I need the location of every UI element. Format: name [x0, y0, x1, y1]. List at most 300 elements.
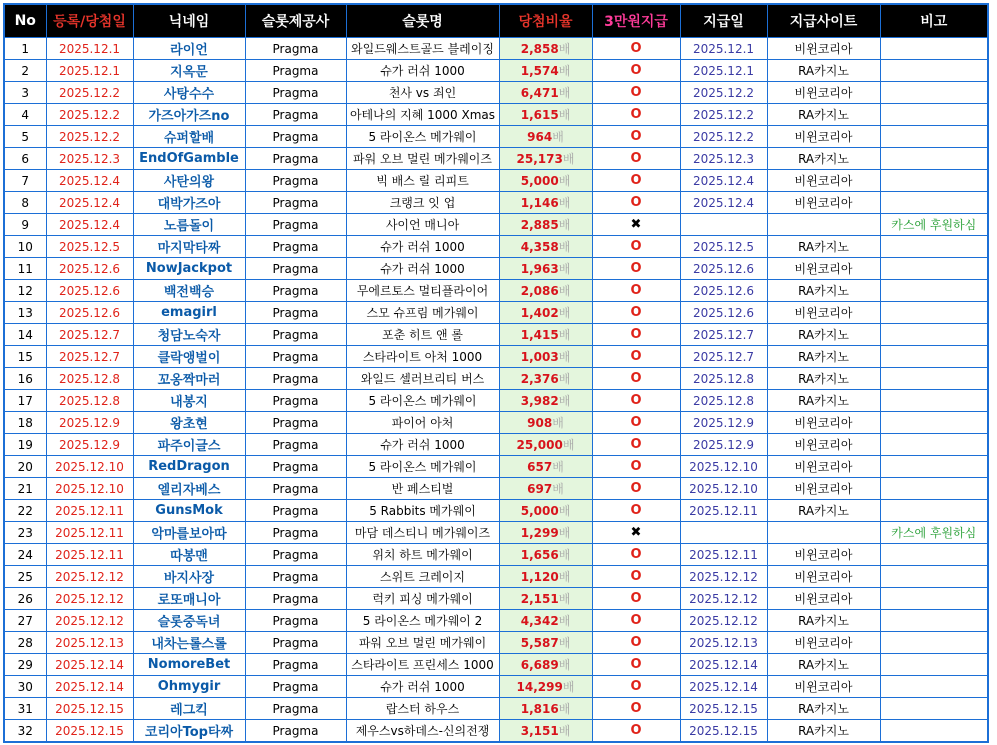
paid-date-cell: 2025.12.11 — [680, 500, 767, 522]
win-ratio-unit: 배 — [558, 196, 571, 210]
header-date: 등록/당첨일 — [46, 4, 133, 38]
slot-name-cell: 무에르토스 멀티플라이어 — [346, 280, 499, 302]
paid-date-cell: 2025.12.7 — [680, 346, 767, 368]
table-row — [4, 610, 988, 632]
note-cell — [880, 412, 988, 434]
provider-cell: Pragma — [245, 412, 346, 434]
win-ratio-cell — [499, 148, 592, 170]
table-row — [4, 126, 988, 148]
win-date-cell: 2025.12.4 — [46, 192, 133, 214]
paid-status-cell — [592, 654, 680, 676]
provider-cell: Pragma — [245, 522, 346, 544]
win-ratio-unit: 배 — [558, 284, 571, 298]
row-number-cell: 8 — [4, 192, 46, 214]
provider-cell: Pragma — [245, 434, 346, 456]
nickname-cell: 엘리자베스 — [133, 478, 245, 500]
nickname-cell: 따봉맨 — [133, 544, 245, 566]
paid-date-cell: 2025.12.14 — [680, 676, 767, 698]
win-ratio-cell — [499, 324, 592, 346]
table-row — [4, 500, 988, 522]
provider-cell: Pragma — [245, 280, 346, 302]
note-cell — [880, 566, 988, 588]
table-row — [4, 346, 988, 368]
win-ratio-unit: 배 — [558, 64, 571, 78]
header-note: 비고 — [880, 4, 988, 38]
win-ratio-value: 5,000 — [520, 504, 559, 518]
win-ratio-value: 2,885 — [520, 218, 559, 232]
row-number-cell: 29 — [4, 654, 46, 676]
paid-site-cell: 비윈코리아 — [767, 38, 880, 60]
row-number-cell: 3 — [4, 82, 46, 104]
paid-date-cell — [680, 522, 767, 544]
win-ratio-value: 1,402 — [520, 306, 559, 320]
note-cell — [880, 390, 988, 412]
paid-status-cell — [592, 478, 680, 500]
note-cell — [880, 654, 988, 676]
table-row — [4, 170, 988, 192]
win-ratio-cell — [499, 720, 592, 743]
paid-site-cell: 비윈코리아 — [767, 192, 880, 214]
win-ratio-value: 25,000 — [516, 438, 563, 452]
win-ratio-unit: 배 — [562, 438, 575, 452]
paid-status-cell — [592, 236, 680, 258]
header-paid-label: 3만원지급 — [604, 14, 668, 30]
win-ratio-cell — [499, 588, 592, 610]
paid-date-cell: 2025.12.2 — [680, 126, 767, 148]
paid-date-cell: 2025.12.7 — [680, 324, 767, 346]
header-slot-name: 슬롯명 — [346, 4, 499, 38]
win-ratio-cell — [499, 60, 592, 82]
slot-name-cell: 슈가 러쉬 1000 — [346, 60, 499, 82]
nickname-cell: EndOfGamble — [133, 148, 245, 170]
note-cell: 카스에 후원하심 — [880, 214, 988, 236]
nickname-cell: Ohmygir — [133, 676, 245, 698]
row-number-cell: 15 — [4, 346, 46, 368]
nickname-cell: GunsMok — [133, 500, 245, 522]
note-cell — [880, 346, 988, 368]
paid-date-cell: 2025.12.13 — [680, 632, 767, 654]
row-number-cell: 7 — [4, 170, 46, 192]
paid-status-cell — [592, 676, 680, 698]
provider-cell: Pragma — [245, 654, 346, 676]
paid-site-cell: RA카지노 — [767, 236, 880, 258]
paid-date-cell: 2025.12.12 — [680, 610, 767, 632]
paid-circle-icon: O — [630, 107, 642, 122]
paid-site-cell: 비윈코리아 — [767, 456, 880, 478]
note-cell — [880, 104, 988, 126]
paid-date-cell: 2025.12.5 — [680, 236, 767, 258]
slot-name-cell: 빅 배스 릴 리피트 — [346, 170, 499, 192]
win-ratio-cell — [499, 610, 592, 632]
win-ratio-unit: 배 — [552, 460, 564, 474]
win-ratio-value: 1,816 — [520, 702, 559, 716]
nickname-cell: 슬롯중독녀 — [133, 610, 245, 632]
paid-status-cell — [592, 588, 680, 610]
win-ratio-unit: 배 — [558, 636, 571, 650]
paid-date-cell: 2025.12.12 — [680, 566, 767, 588]
paid-date-cell: 2025.12.3 — [680, 148, 767, 170]
row-number-cell: 10 — [4, 236, 46, 258]
win-ratio-value: 908 — [527, 416, 553, 430]
table-row — [4, 566, 988, 588]
win-date-cell: 2025.12.4 — [46, 214, 133, 236]
paid-status-cell — [592, 566, 680, 588]
win-ratio-unit: 배 — [558, 372, 571, 386]
header-paid — [592, 4, 680, 38]
win-ratio-cell — [499, 544, 592, 566]
paid-circle-icon: O — [630, 349, 642, 364]
win-date-cell: 2025.12.15 — [46, 698, 133, 720]
paid-circle-icon: O — [630, 657, 642, 672]
row-number-cell: 23 — [4, 522, 46, 544]
win-ratio-value: 1,120 — [520, 570, 559, 584]
paid-site-cell: 비윈코리아 — [767, 566, 880, 588]
win-date-cell: 2025.12.4 — [46, 170, 133, 192]
paid-site-cell: 비윈코리아 — [767, 170, 880, 192]
win-ratio-value: 1,615 — [520, 108, 559, 122]
row-number-cell: 4 — [4, 104, 46, 126]
paid-site-cell: 비윈코리아 — [767, 632, 880, 654]
win-ratio-value: 697 — [527, 482, 553, 496]
paid-circle-icon: O — [630, 41, 642, 56]
paid-site-cell: RA카지노 — [767, 390, 880, 412]
table-row — [4, 654, 988, 676]
note-cell — [880, 324, 988, 346]
table-row — [4, 280, 988, 302]
win-ratio-cell — [499, 192, 592, 214]
win-date-cell: 2025.12.2 — [46, 126, 133, 148]
win-ratio-unit: 배 — [558, 306, 571, 320]
slot-name-cell: 천사 vs 죄인 — [346, 82, 499, 104]
row-number-cell: 31 — [4, 698, 46, 720]
row-number-cell: 2 — [4, 60, 46, 82]
note-cell — [880, 170, 988, 192]
provider-cell: Pragma — [245, 500, 346, 522]
table-row — [4, 38, 988, 60]
win-ratio-value: 4,342 — [520, 614, 559, 628]
note-cell — [880, 676, 988, 698]
win-date-cell: 2025.12.1 — [46, 38, 133, 60]
win-ratio-cell — [499, 302, 592, 324]
note-cell — [880, 698, 988, 720]
win-ratio-unit: 배 — [558, 702, 571, 716]
win-ratio-cell — [499, 698, 592, 720]
win-ratio-unit: 배 — [558, 262, 571, 276]
paid-date-cell: 2025.12.1 — [680, 60, 767, 82]
win-ratio-cell — [499, 632, 592, 654]
note-cell — [880, 192, 988, 214]
header-row — [4, 4, 988, 38]
win-ratio-value: 964 — [527, 130, 553, 144]
provider-cell: Pragma — [245, 588, 346, 610]
win-ratio-unit: 배 — [552, 482, 564, 496]
win-ratio-unit: 배 — [558, 504, 571, 518]
header-paid-date: 지급일 — [680, 4, 767, 38]
paid-status-cell — [592, 82, 680, 104]
nickname-cell: 슈퍼할배 — [133, 126, 245, 148]
slot-name-cell: 파워 오브 멀린 메가웨이 — [346, 632, 499, 654]
nickname-cell: 코리아Top타짜 — [133, 720, 245, 743]
win-ratio-cell — [499, 500, 592, 522]
note-cell: 카스에 후원하심 — [880, 522, 988, 544]
paid-site-cell: RA카지노 — [767, 60, 880, 82]
win-ratio-unit: 배 — [558, 614, 571, 628]
paid-site-cell: 비윈코리아 — [767, 412, 880, 434]
paid-status-cell — [592, 456, 680, 478]
note-cell — [880, 82, 988, 104]
slot-name-cell: 스위트 크레이지 — [346, 566, 499, 588]
paid-status-cell — [592, 302, 680, 324]
note-cell — [880, 126, 988, 148]
paid-circle-icon: O — [630, 261, 642, 276]
paid-circle-icon: O — [630, 415, 642, 430]
win-ratio-cell — [499, 434, 592, 456]
win-date-cell: 2025.12.8 — [46, 390, 133, 412]
win-date-cell: 2025.12.10 — [46, 478, 133, 500]
paid-site-cell: 비윈코리아 — [767, 434, 880, 456]
paid-date-cell: 2025.12.10 — [680, 456, 767, 478]
win-ratio-cell — [499, 412, 592, 434]
table-row — [4, 148, 988, 170]
row-number-cell: 21 — [4, 478, 46, 500]
slot-name-cell: 슈가 러쉬 1000 — [346, 676, 499, 698]
table-row — [4, 632, 988, 654]
table-body — [4, 38, 988, 743]
paid-status-cell — [592, 500, 680, 522]
provider-cell: Pragma — [245, 698, 346, 720]
win-ratio-value: 2,086 — [520, 284, 559, 298]
provider-cell: Pragma — [245, 720, 346, 743]
note-cell — [880, 478, 988, 500]
paid-date-cell: 2025.12.11 — [680, 544, 767, 566]
row-number-cell: 6 — [4, 148, 46, 170]
win-ratio-value: 2,151 — [520, 592, 559, 606]
win-ratio-value: 6,471 — [520, 86, 559, 100]
win-date-cell: 2025.12.12 — [46, 566, 133, 588]
win-ratio-value: 5,587 — [520, 636, 559, 650]
paid-date-cell: 2025.12.4 — [680, 170, 767, 192]
table-row — [4, 60, 988, 82]
paid-date-cell: 2025.12.14 — [680, 654, 767, 676]
provider-cell: Pragma — [245, 38, 346, 60]
win-ratio-value: 2,858 — [520, 42, 559, 56]
win-ratio-cell — [499, 126, 592, 148]
win-ratio-value: 1,299 — [520, 526, 559, 540]
provider-cell: Pragma — [245, 632, 346, 654]
nickname-cell: 사탕수수 — [133, 82, 245, 104]
note-cell — [880, 236, 988, 258]
win-ratio-value: 3,982 — [520, 394, 559, 408]
paid-site-cell: 비윈코리아 — [767, 126, 880, 148]
header-no: No — [4, 4, 46, 38]
paid-status-cell — [592, 720, 680, 743]
paid-site-cell: RA카지노 — [767, 500, 880, 522]
table-row — [4, 368, 988, 390]
provider-cell: Pragma — [245, 390, 346, 412]
paid-date-cell: 2025.12.6 — [680, 258, 767, 280]
win-date-cell: 2025.12.8 — [46, 368, 133, 390]
slot-name-cell: 와일드 셀러브리티 버스 — [346, 368, 499, 390]
table-row — [4, 258, 988, 280]
win-ratio-cell — [499, 456, 592, 478]
table-row — [4, 324, 988, 346]
paid-status-cell — [592, 632, 680, 654]
paid-circle-icon: O — [630, 239, 642, 254]
table-row — [4, 192, 988, 214]
paid-site-cell: 비윈코리아 — [767, 544, 880, 566]
nickname-cell: 로또매니아 — [133, 588, 245, 610]
paid-status-cell — [592, 214, 680, 236]
table-row — [4, 302, 988, 324]
paid-circle-icon: O — [630, 635, 642, 650]
provider-cell: Pragma — [245, 456, 346, 478]
slot-name-cell: 포춘 히트 앤 롤 — [346, 324, 499, 346]
paid-date-cell: 2025.12.2 — [680, 82, 767, 104]
row-number-cell: 11 — [4, 258, 46, 280]
paid-circle-icon: O — [630, 569, 642, 584]
paid-status-cell — [592, 368, 680, 390]
win-date-cell: 2025.12.11 — [46, 500, 133, 522]
paid-date-cell: 2025.12.6 — [680, 280, 767, 302]
jackpot-winners-table — [3, 3, 989, 743]
paid-status-cell — [592, 324, 680, 346]
paid-circle-icon: O — [630, 393, 642, 408]
win-ratio-cell — [499, 654, 592, 676]
paid-date-cell: 2025.12.15 — [680, 720, 767, 743]
provider-cell: Pragma — [245, 170, 346, 192]
paid-status-cell — [592, 60, 680, 82]
nickname-cell: 파주이글스 — [133, 434, 245, 456]
table-row — [4, 522, 988, 544]
win-ratio-cell — [499, 236, 592, 258]
note-cell — [880, 302, 988, 324]
win-date-cell: 2025.12.2 — [46, 82, 133, 104]
win-ratio-unit: 배 — [558, 86, 571, 100]
header-ratio: 당첨비율 — [499, 4, 592, 38]
nickname-cell: NomoreBet — [133, 654, 245, 676]
win-ratio-cell — [499, 82, 592, 104]
provider-cell: Pragma — [245, 60, 346, 82]
paid-circle-icon: O — [630, 173, 642, 188]
slot-name-cell: 와일드웨스트골드 블레이징 — [346, 38, 499, 60]
win-date-cell: 2025.12.6 — [46, 280, 133, 302]
win-ratio-cell — [499, 104, 592, 126]
win-ratio-unit: 배 — [558, 328, 571, 342]
win-ratio-cell — [499, 390, 592, 412]
slot-name-cell: 반 페스티벌 — [346, 478, 499, 500]
not-paid-x-icon: ✖ — [630, 525, 642, 540]
win-date-cell: 2025.12.12 — [46, 610, 133, 632]
win-date-cell: 2025.12.12 — [46, 588, 133, 610]
win-ratio-unit: 배 — [558, 42, 571, 56]
paid-date-cell: 2025.12.9 — [680, 434, 767, 456]
paid-site-cell: 비윈코리아 — [767, 302, 880, 324]
slot-name-cell: 5 라이온스 메가웨이 — [346, 126, 499, 148]
nickname-cell: 사탄의왕 — [133, 170, 245, 192]
win-ratio-unit: 배 — [558, 108, 571, 122]
nickname-cell: 대박가즈아 — [133, 192, 245, 214]
nickname-cell: NowJackpot — [133, 258, 245, 280]
nickname-cell: 바지사장 — [133, 566, 245, 588]
paid-status-cell — [592, 170, 680, 192]
table-row — [4, 214, 988, 236]
header-nickname: 닉네임 — [133, 4, 245, 38]
slot-name-cell: 크랭크 잇 업 — [346, 192, 499, 214]
win-date-cell: 2025.12.3 — [46, 148, 133, 170]
win-date-cell: 2025.12.9 — [46, 412, 133, 434]
nickname-cell: 라이언 — [133, 38, 245, 60]
note-cell — [880, 258, 988, 280]
table-row — [4, 456, 988, 478]
win-ratio-value: 1,415 — [520, 328, 559, 342]
paid-circle-icon: O — [630, 371, 642, 386]
win-ratio-value: 14,299 — [516, 680, 563, 694]
slot-name-cell: 사이언 매니아 — [346, 214, 499, 236]
win-ratio-unit: 배 — [558, 218, 571, 232]
row-number-cell: 25 — [4, 566, 46, 588]
note-cell — [880, 588, 988, 610]
win-ratio-unit: 배 — [558, 240, 571, 254]
not-paid-x-icon: ✖ — [630, 217, 642, 232]
provider-cell: Pragma — [245, 610, 346, 632]
win-date-cell: 2025.12.6 — [46, 302, 133, 324]
paid-site-cell: RA카지노 — [767, 346, 880, 368]
nickname-cell: 꼬옹짝마러 — [133, 368, 245, 390]
paid-circle-icon: O — [630, 195, 642, 210]
paid-site-cell: RA카지노 — [767, 654, 880, 676]
win-date-cell: 2025.12.9 — [46, 434, 133, 456]
slot-name-cell: 슈가 러쉬 1000 — [346, 258, 499, 280]
paid-circle-icon: O — [630, 85, 642, 100]
paid-status-cell — [592, 38, 680, 60]
nickname-cell: 가즈아가즈no — [133, 104, 245, 126]
paid-circle-icon: O — [630, 723, 642, 738]
nickname-cell: 악마를보아따 — [133, 522, 245, 544]
slot-name-cell: 마담 데스티니 메가웨이즈 — [346, 522, 499, 544]
win-ratio-value: 5,000 — [520, 174, 559, 188]
slot-name-cell: 스타라이트 아처 1000 — [346, 346, 499, 368]
paid-status-cell — [592, 346, 680, 368]
win-date-cell: 2025.12.1 — [46, 60, 133, 82]
header-paid-site: 지급사이트 — [767, 4, 880, 38]
slot-name-cell: 파이어 아처 — [346, 412, 499, 434]
table-row — [4, 82, 988, 104]
note-cell — [880, 38, 988, 60]
win-ratio-unit: 배 — [552, 130, 564, 144]
table-row — [4, 104, 988, 126]
win-ratio-value: 657 — [527, 460, 553, 474]
win-date-cell: 2025.12.14 — [46, 654, 133, 676]
table-row — [4, 698, 988, 720]
win-ratio-unit: 배 — [558, 724, 571, 738]
win-ratio-cell — [499, 676, 592, 698]
paid-date-cell: 2025.12.4 — [680, 192, 767, 214]
table-row — [4, 390, 988, 412]
paid-circle-icon: O — [630, 481, 642, 496]
paid-circle-icon: O — [630, 437, 642, 452]
paid-site-cell: RA카지노 — [767, 368, 880, 390]
paid-date-cell: 2025.12.12 — [680, 588, 767, 610]
nickname-cell: 클락앵벌이 — [133, 346, 245, 368]
win-ratio-unit: 배 — [558, 350, 571, 364]
table-row — [4, 544, 988, 566]
provider-cell: Pragma — [245, 478, 346, 500]
paid-status-cell — [592, 148, 680, 170]
provider-cell: Pragma — [245, 676, 346, 698]
win-ratio-unit: 배 — [562, 152, 575, 166]
slot-name-cell: 파워 오브 멀린 메가웨이즈 — [346, 148, 499, 170]
note-cell — [880, 280, 988, 302]
